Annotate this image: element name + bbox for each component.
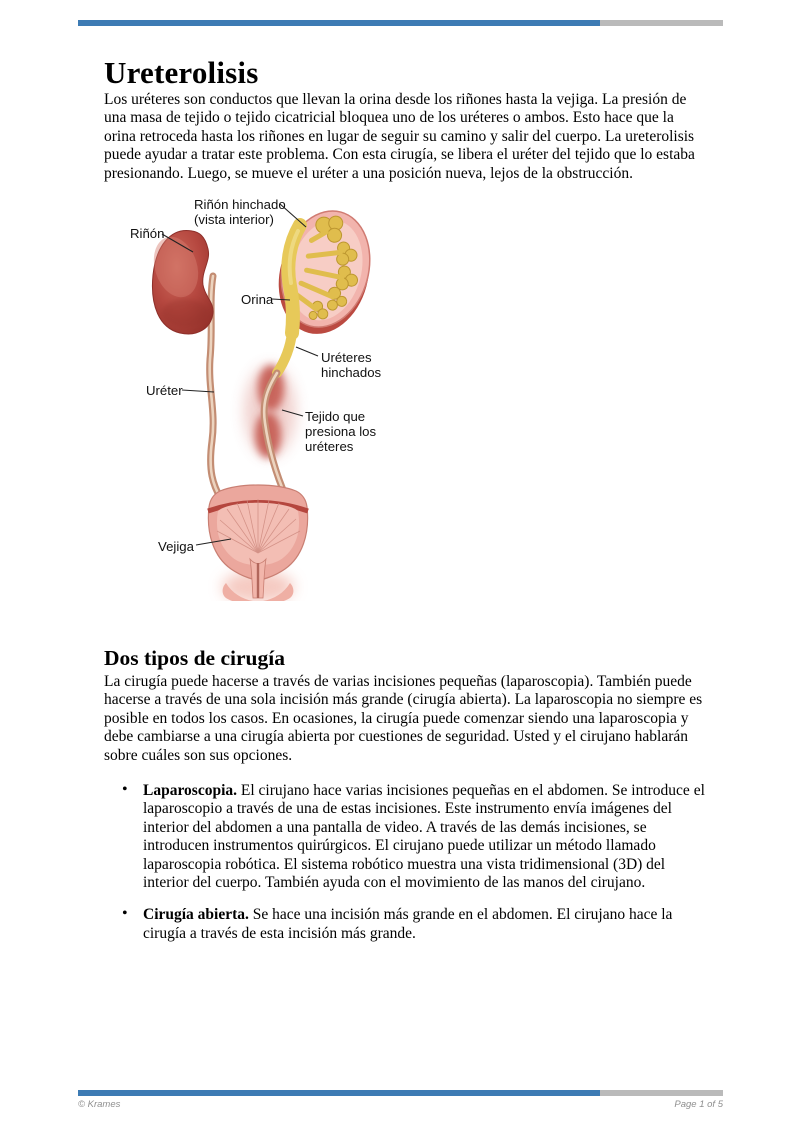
document-content — [104, 0, 708, 943]
figure-label-pressing-tissue-2: presiona los — [305, 423, 377, 439]
figure-label-swollen-kidney-2: (vista interior) — [194, 211, 274, 227]
bullet-term: Laparoscopia. — [143, 781, 238, 799]
footer-copyright: © Krames — [78, 1099, 121, 1110]
figure-label-ureter: Uréter — [146, 382, 183, 398]
anatomy-figure — [106, 189, 428, 601]
figure-label-urine: Orina — [241, 291, 274, 307]
section-heading: Dos tipos de cirugía — [104, 645, 285, 670]
surgery-types-list — [104, 782, 708, 944]
bullet-text: El cirujano hace varias incisiones pequeñas en el abdomen. Se introduce el laparoscopio a través de una de estas incisiones. Este instrumento envía imágenes del interior del abdomen a una pantalla de video. A través de las demás incisiones, se introducen instrumentos quirúrgicos. El cirujano puede utilizar un método llamado laparoscopia robótica. El sistema robótico muestra una vista tridimensional (3D) del interior del cuerpo. También ayuda con el movimiento de las manos del cirujano. — [143, 781, 705, 892]
list-item-laparoscopia — [120, 782, 708, 894]
bottom-accent-bar — [78, 1090, 723, 1096]
left-kidney — [146, 230, 213, 333]
bottom-accent-bar-blue — [78, 1090, 600, 1096]
section-paragraph: La cirugía puede hacerse a través de varias incisiones pequeñas (laparoscopia). También puede hacerse a través de una sola incisión más grande (cirugía abierta). La laparoscopia no siempre es posible en todos los casos. En ocasiones, la cirugía puede comenzar siendo una laparoscopia y debe cambiarse a una cirugía abierta por cuestiones de seguridad. Usted y el cirujano hablarán sobre cuáles son sus opciones. — [104, 672, 703, 764]
figure-label-bladder: Vejiga — [158, 538, 194, 554]
bullet-text: Se hace una incisión más grande en el abdomen. El cirujano hace la cirugía a través de esta incisión más grande. — [143, 906, 673, 942]
figure-label-pressing-tissue: Tejido que — [305, 408, 366, 424]
bullet-term: Cirugía abierta. — [143, 906, 249, 924]
page-footer — [78, 1099, 723, 1110]
figure-label-pressing-tissue-3: uréteres — [305, 438, 354, 454]
leader-line-swollen-ureters — [296, 347, 318, 356]
list-item-cirugia-abierta — [120, 906, 708, 943]
figure-label-kidney: Riñón — [130, 225, 165, 241]
intro-paragraph: Los uréteres son conductos que llevan la orina desde los riñones hasta la vejiga. La presión de una masa de tejido o tejido cicatricial bloquea uno de los uréteres o ambos. Esto hace que la orina retroceda hasta los riñones en lugar de seguir su camino y salir del cuerpo. La ureterolisis puede ayudar a tratar este problema. Con esta cirugía, se libera el uréter del tejido que lo estaba presionando. Luego, se mueve el uréter a una posición nueva, lejos de la obstrucción. — [104, 90, 695, 183]
figure-label-swollen-ureters-2: hinchados — [321, 364, 382, 380]
figure-label-swollen-ureters: Uréteres — [321, 349, 372, 365]
anatomy-illustration — [106, 189, 428, 601]
figure-label-swollen-kidney: Riñón hinchado — [194, 196, 286, 212]
page-title: Ureterolisis — [104, 55, 259, 90]
footer-page-number: Page 1 of 5 — [674, 1099, 723, 1110]
